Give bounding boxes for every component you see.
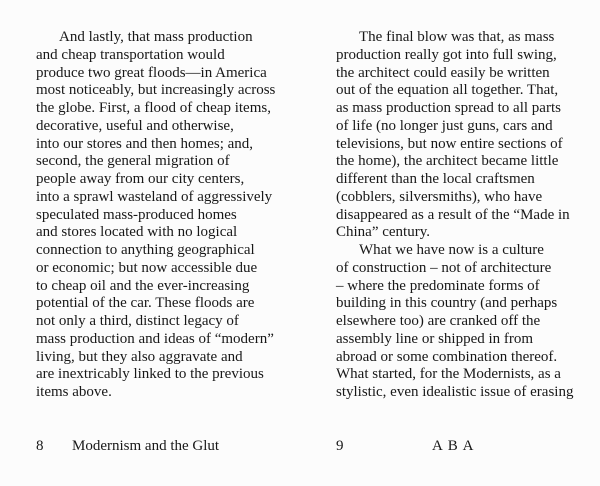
text-line: China” century. [336,224,430,241]
text-line: second, the general migration of [36,153,230,170]
text-line: stylistic, even idealistic issue of erasing [336,384,574,400]
text-line: into a sprawl wasteland of aggressively [36,188,273,205]
text-line: connection to anything geographical [36,242,255,258]
text-line: building in this country (and perhaps [336,295,558,312]
text-line: into our stores and then homes; and, [36,135,254,152]
right-page [336,0,588,486]
right-running-title: A B A [432,438,475,454]
text-line: out of the equation all together. That, [336,82,559,99]
text-line: of life (no longer just guns, cars and [336,117,553,134]
text-line: (cobblers, silversmiths), who have [336,188,543,205]
text-line: – where the predominate forms of [336,277,540,294]
text-line: living, but they also aggravate and [36,348,243,365]
text-line: speculated mass-produced homes [36,206,237,223]
text-line: as mass production spread to all parts [336,100,561,116]
left-running-title: Modernism and the Glut [72,438,220,454]
text-line: potential of the car. These floods are [36,295,255,312]
text-line: disappeared as a result of the “Made in [336,206,570,223]
text-line: decorative, useful and otherwise, [36,117,234,134]
text-line: televisions, but now entire sections of [336,135,563,152]
text-line: are inextricably linked to the previous [36,366,264,383]
left-page-text [36,29,275,402]
right-page-footer [336,437,475,455]
text-line: different than the local craftsmen [336,171,535,187]
text-line: the home), the architect became little [336,153,559,170]
text-line: people away from our city centers, [36,171,245,187]
text-line: most noticeably, but increasingly across [36,82,276,99]
right-page-text [336,29,573,402]
text-line: and stores located with no logical [36,224,238,241]
text-line: produce two great floods—in America [36,64,267,81]
text-line: or economic; but now accessible due [36,259,258,276]
text-line: elsewhere too) are cranked off the [336,313,541,329]
left-page-footer [36,437,219,455]
right-page-number: 9 [336,438,344,454]
text-line: What we have now is a culture [359,242,544,258]
text-line: items above. [36,384,112,400]
text-line: and cheap transportation would [36,46,225,63]
text-line: And lastly, that mass production [59,29,253,45]
text-line: What started, for the Modernists, as a [336,366,561,383]
left-page-number: 8 [36,438,44,454]
text-line: the architect could easily be written [336,64,550,81]
text-line: The final blow was that, as mass [359,29,555,45]
text-line: abroad or some combination thereof. [336,348,558,365]
text-line: not only a third, distinct legacy of [36,313,239,329]
text-line: production really got into full swing, [336,46,557,63]
text-line: mass production and ideas of “modern” [36,330,274,347]
text-line: the globe. First, a flood of cheap items, [36,100,271,116]
left-page [36,0,288,486]
text-line: of construction – not of architecture [336,259,552,276]
text-line: assembly line or shipped in from [336,330,534,347]
text-line: to cheap oil and the ever-increasing [36,277,250,294]
